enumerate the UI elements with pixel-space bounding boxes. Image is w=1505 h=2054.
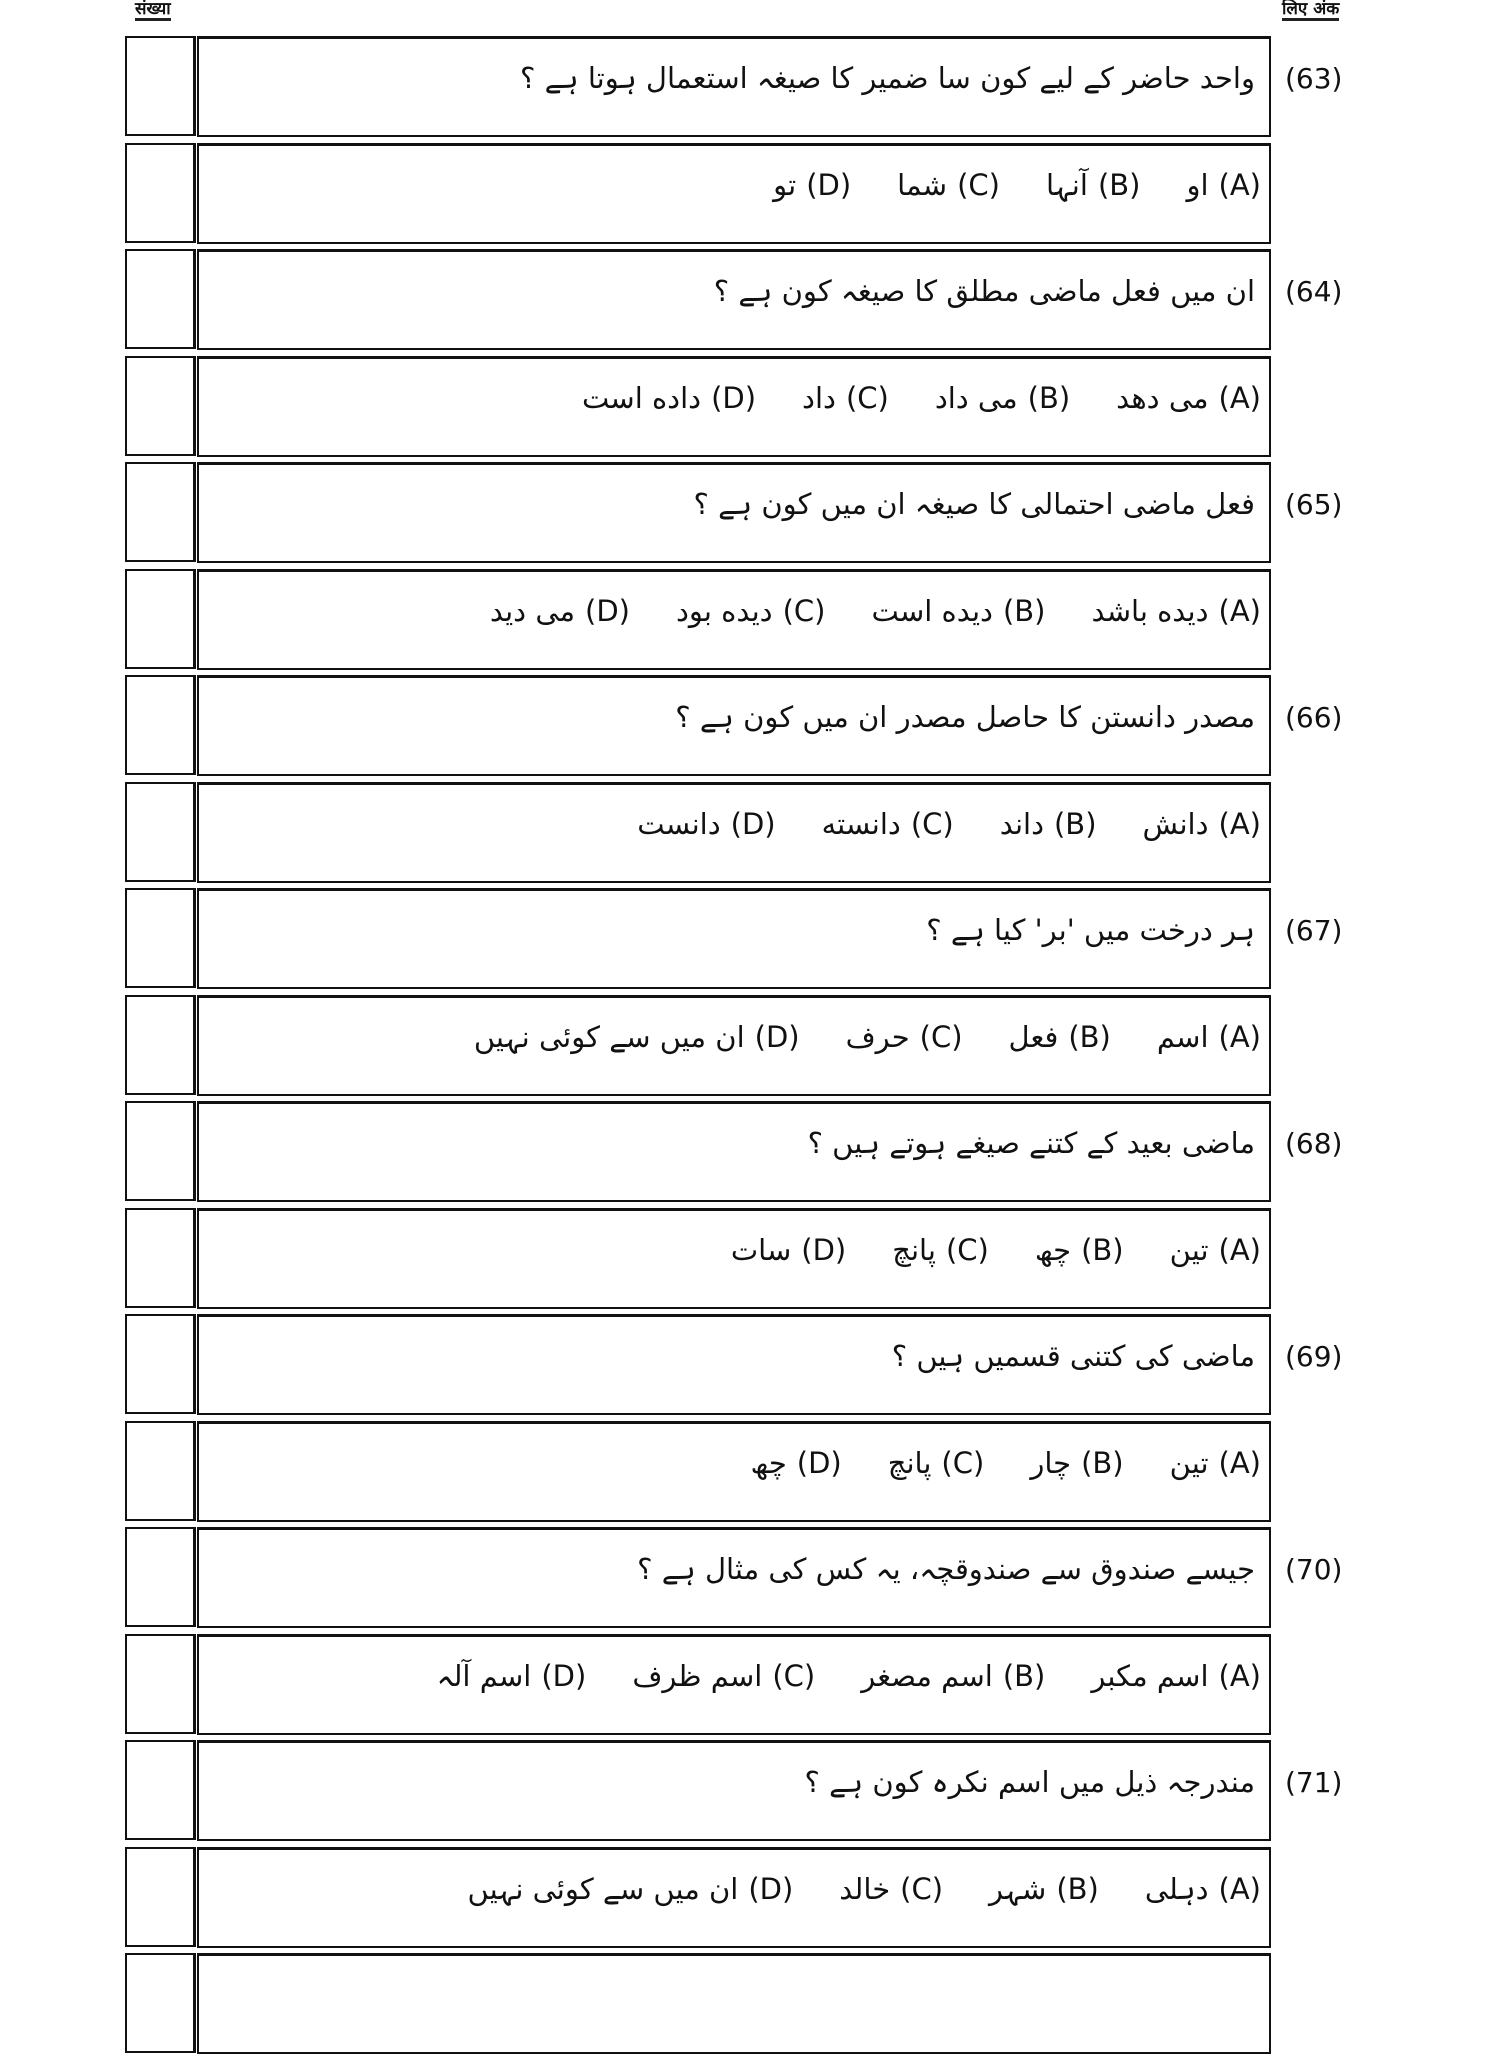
- option-label: (A): [1218, 1445, 1261, 1480]
- option-text: می داد: [934, 380, 1018, 415]
- options-list: [490, 594, 1261, 628]
- option-label: (C): [957, 167, 1000, 202]
- option-label: (D): [730, 806, 776, 841]
- option-b: [935, 381, 1070, 415]
- option-b: [989, 1872, 1099, 1906]
- option-b: [1000, 807, 1097, 841]
- marks-box[interactable]: [125, 1527, 196, 1627]
- option-text: شہر: [989, 1871, 1047, 1906]
- option-label: (D): [541, 1658, 587, 1693]
- options-list: [751, 1446, 1262, 1480]
- marks-box[interactable]: [125, 36, 196, 136]
- option-c: [846, 1020, 963, 1054]
- option-d: [468, 1872, 794, 1906]
- option-text: می دھد: [1116, 380, 1209, 415]
- option-c: [822, 807, 954, 841]
- option-label: (B): [1097, 167, 1141, 202]
- option-text: اسم آلہ: [436, 1658, 532, 1693]
- option-b: [1030, 1446, 1123, 1480]
- option-c: [888, 1446, 985, 1480]
- option-label: (A): [1218, 167, 1261, 202]
- marks-box[interactable]: [125, 888, 196, 988]
- option-label: (B): [1002, 593, 1046, 628]
- option-a: [1186, 168, 1261, 202]
- option-text: دانسته: [821, 806, 901, 841]
- question-text: ماضی کی کتنی قسمیں ہیں ؟: [891, 1339, 1255, 1373]
- option-d: [490, 594, 630, 628]
- marks-box[interactable]: [125, 143, 196, 243]
- option-label: (C): [910, 806, 954, 841]
- option-a: [1157, 1020, 1261, 1054]
- option-label: (A): [1218, 1871, 1261, 1906]
- option-c: [802, 381, 889, 415]
- content-cell: [197, 569, 1271, 670]
- options-list: [468, 1872, 1261, 1906]
- option-d: [582, 381, 756, 415]
- option-d: [731, 1233, 846, 1267]
- option-label: (A): [1218, 593, 1261, 628]
- option-label: (B): [1068, 1019, 1111, 1054]
- option-text: تین: [1169, 1445, 1209, 1480]
- content-cell: [197, 36, 1271, 137]
- option-d: [773, 168, 851, 202]
- question-number: (63): [1285, 62, 1343, 95]
- option-label: (D): [585, 593, 630, 628]
- option-label: (C): [772, 1658, 816, 1693]
- option-text: دیده بود: [676, 593, 773, 628]
- option-a: [1091, 1659, 1261, 1693]
- option-d: [437, 1659, 587, 1693]
- option-text: چھ: [1034, 1232, 1072, 1267]
- marks-box[interactable]: [125, 1421, 196, 1521]
- question-text: ان میں فعل ماضی مطلق کا صیغہ کون ہے ؟: [713, 274, 1255, 308]
- option-a: [1116, 381, 1261, 415]
- option-d: [474, 1020, 800, 1054]
- option-label: (A): [1218, 1019, 1261, 1054]
- option-text: دانش: [1142, 806, 1209, 841]
- option-text: او: [1186, 167, 1209, 202]
- question-text: ماضی بعید کے کتنے صیغے ہوتے ہیں ؟: [807, 1126, 1255, 1160]
- content-cell: [197, 1527, 1271, 1628]
- content-cell: [197, 1208, 1271, 1309]
- option-text: خالد: [839, 1871, 891, 1906]
- option-c: [676, 594, 825, 628]
- option-label: (D): [754, 1019, 800, 1054]
- question-text: ہر درخت میں 'بر' کیا ہے ؟: [926, 913, 1255, 947]
- question-text: فعل ماضی احتمالی کا صیغہ ان میں کون ہے ؟: [693, 487, 1255, 521]
- option-a: [1091, 594, 1261, 628]
- option-text: پانچ: [892, 1232, 936, 1267]
- marks-box[interactable]: [125, 462, 196, 562]
- marks-box[interactable]: [125, 1314, 196, 1414]
- marks-box[interactable]: [125, 782, 196, 882]
- option-d: [637, 807, 775, 841]
- option-label: (C): [845, 380, 889, 415]
- option-text: دہلی: [1144, 1871, 1209, 1906]
- option-label: (C): [941, 1445, 985, 1480]
- option-a: [1170, 1233, 1261, 1267]
- option-text: دانست: [637, 806, 721, 841]
- option-c: [839, 1872, 943, 1906]
- content-cell: [197, 249, 1271, 350]
- options-list: [637, 807, 1261, 841]
- option-label: (D): [801, 1232, 847, 1267]
- option-a: [1145, 1872, 1261, 1906]
- options-list: [773, 168, 1261, 202]
- option-label: (C): [900, 1871, 944, 1906]
- marks-box[interactable]: [125, 569, 196, 669]
- option-text: داند: [999, 806, 1044, 841]
- option-a: [1170, 1446, 1261, 1480]
- option-text: اسم مکبر: [1091, 1658, 1209, 1693]
- marks-box[interactable]: [125, 356, 196, 456]
- marks-box[interactable]: [125, 1634, 196, 1734]
- option-text: ان میں سے کوئی نہیں: [467, 1871, 739, 1906]
- option-label: (B): [1056, 1871, 1099, 1906]
- question-text: واحد حاضر کے لیے کون سا ضمیر کا صیغہ استعمال ہوتا ہے ؟: [520, 61, 1255, 95]
- option-text: اسم: [1156, 1019, 1209, 1054]
- option-text: تو: [773, 167, 797, 202]
- content-cell: [197, 1953, 1271, 2054]
- option-d: [751, 1446, 842, 1480]
- header-marks-label: लिए अंक: [1282, 0, 1340, 19]
- option-label: (B): [1081, 1445, 1124, 1480]
- option-b: [861, 1659, 1045, 1693]
- option-a: [1143, 807, 1261, 841]
- content-cell: [197, 1634, 1271, 1735]
- option-text: دیده باشد: [1091, 593, 1209, 628]
- option-text: سات: [730, 1232, 792, 1267]
- option-text: دیده است: [871, 593, 993, 628]
- option-text: حرف: [845, 1019, 910, 1054]
- question-text: مصدر دانستن کا حاصل مصدر ان میں کون ہے ؟: [675, 700, 1255, 734]
- option-c: [892, 1233, 989, 1267]
- option-b: [871, 594, 1045, 628]
- marks-box[interactable]: [125, 249, 196, 349]
- question-number: (70): [1285, 1553, 1343, 1586]
- option-text: داده است: [581, 380, 702, 415]
- question-text: مندرجہ ذیل میں اسم نکرہ کون ہے ؟: [804, 1765, 1255, 1799]
- question-number: (65): [1285, 488, 1343, 521]
- options-list: [582, 381, 1261, 415]
- content-cell: [197, 1421, 1271, 1522]
- question-number: (67): [1285, 914, 1343, 947]
- option-label: (B): [1027, 380, 1071, 415]
- question-number: (66): [1285, 701, 1343, 734]
- option-label: (D): [711, 380, 757, 415]
- option-b: [1046, 168, 1141, 202]
- option-label: (A): [1218, 1232, 1261, 1267]
- option-text: آنہا: [1045, 167, 1088, 202]
- option-label: (C): [919, 1019, 963, 1054]
- option-c: [632, 1659, 815, 1693]
- option-label: (C): [782, 593, 826, 628]
- question-text: جیسے صندوق سے صندوقچہ، یہ کس کی مثال ہے ؟: [637, 1552, 1255, 1586]
- question-number: (68): [1285, 1127, 1343, 1160]
- content-cell: [197, 462, 1271, 563]
- options-list: [731, 1233, 1261, 1267]
- question-number: (71): [1285, 1766, 1343, 1799]
- content-cell: [197, 1740, 1271, 1841]
- option-text: شما: [897, 167, 948, 202]
- marks-box[interactable]: [125, 1208, 196, 1308]
- option-label: (B): [1002, 1658, 1046, 1693]
- option-label: (D): [806, 167, 852, 202]
- option-text: اسم ظرف: [632, 1658, 763, 1693]
- content-cell: [197, 782, 1271, 883]
- options-list: [474, 1020, 1261, 1054]
- content-cell: [197, 675, 1271, 776]
- option-label: (C): [945, 1232, 989, 1267]
- content-cell: [197, 995, 1271, 1096]
- content-cell: [197, 1847, 1271, 1948]
- options-list: [437, 1659, 1261, 1693]
- option-c: [897, 168, 1000, 202]
- option-text: پانچ: [887, 1445, 932, 1480]
- marks-box[interactable]: [125, 1101, 196, 1201]
- header-serial-label: संख्या: [135, 0, 171, 19]
- option-label: (B): [1081, 1232, 1124, 1267]
- content-cell: [197, 1101, 1271, 1202]
- marks-box[interactable]: [125, 675, 196, 775]
- option-label: (D): [748, 1871, 794, 1906]
- option-text: ان میں سے کوئی نہیں: [473, 1019, 745, 1054]
- marks-box[interactable]: [125, 1740, 196, 1840]
- option-label: (A): [1218, 806, 1261, 841]
- option-text: تین: [1169, 1232, 1209, 1267]
- option-text: چار: [1030, 1445, 1072, 1480]
- option-label: (A): [1218, 380, 1261, 415]
- content-cell: [197, 143, 1271, 244]
- option-text: اسم مصغر: [861, 1658, 993, 1693]
- option-text: داد: [802, 380, 836, 415]
- marks-box[interactable]: [125, 1953, 196, 2053]
- question-number: (64): [1285, 275, 1343, 308]
- option-label: (D): [796, 1445, 842, 1480]
- content-cell: [197, 888, 1271, 989]
- option-text: فعل: [1008, 1019, 1059, 1054]
- option-b: [1035, 1233, 1124, 1267]
- option-b: [1009, 1020, 1111, 1054]
- content-cell: [197, 1314, 1271, 1415]
- option-text: می دید: [489, 593, 576, 628]
- option-label: (B): [1053, 806, 1097, 841]
- content-cell: [197, 356, 1271, 457]
- marks-box[interactable]: [125, 995, 196, 1095]
- option-label: (A): [1218, 1658, 1261, 1693]
- question-number: (69): [1285, 1340, 1343, 1373]
- marks-box[interactable]: [125, 1847, 196, 1947]
- option-text: چھ: [750, 1445, 787, 1480]
